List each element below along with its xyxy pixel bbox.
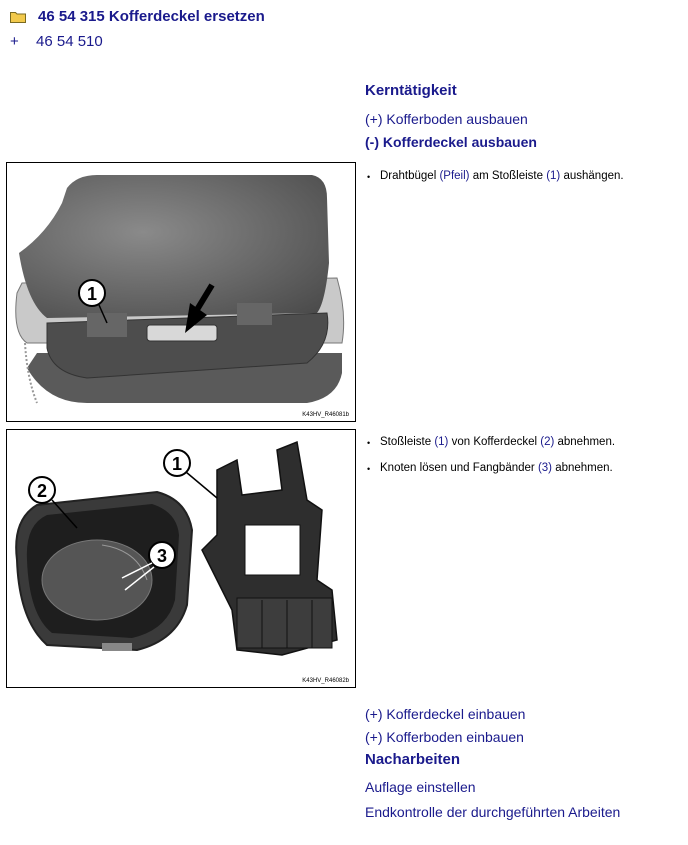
figure-2-label-3: 3: [156, 546, 168, 566]
link-kofferboden-ausbauen[interactable]: (+) Kofferboden ausbauen: [365, 111, 528, 127]
step-3-text-a: Knoten lösen und Fangbänder: [380, 462, 538, 474]
figure-1: [6, 162, 356, 422]
bullet: •: [367, 464, 371, 474]
step-1-text-a: Drahtbügel: [380, 170, 440, 182]
bullet: •: [367, 438, 371, 448]
related-repair-number[interactable]: 46 54 510: [36, 33, 103, 50]
step-1-text-b: am Stoßleiste: [469, 170, 547, 182]
step-2-text-a: Stoßleiste: [380, 436, 435, 448]
step-2-text-b: von Kofferdeckel: [448, 436, 541, 448]
figure-1-label-1: 1: [86, 284, 98, 304]
folder-icon: [10, 11, 26, 23]
link-kofferboden-einbauen[interactable]: (+) Kofferboden einbauen: [365, 729, 524, 745]
page-title: 46 54 315 Kofferdeckel ersetzen: [38, 8, 265, 25]
ref-2[interactable]: (2): [540, 436, 555, 448]
figure-1-caption: K43HV_R46081b: [302, 412, 349, 418]
ref-pfeil[interactable]: (Pfeil): [439, 170, 470, 182]
link-endkontrolle[interactable]: Endkontrolle der durchgeführten Arbeiten: [365, 804, 621, 820]
figure-2-label-2: 2: [36, 481, 48, 501]
figure-2: [6, 429, 356, 688]
link-kofferdeckel-einbauen[interactable]: (+) Kofferdeckel einbauen: [365, 706, 526, 722]
step-1-text-c: aushängen.: [560, 170, 624, 182]
link-auflage-einstellen[interactable]: Auflage einstellen: [365, 779, 476, 795]
step-2-text-c: abnehmen.: [554, 436, 616, 448]
step-2: [367, 436, 615, 450]
step-3: [367, 462, 613, 476]
ref-1[interactable]: (1): [434, 436, 449, 448]
figure-1-drawing: [7, 163, 355, 421]
figure-2-caption: K43HV_R46082b: [302, 678, 349, 684]
ref-1[interactable]: (1): [546, 170, 561, 182]
ref-3[interactable]: (3): [537, 462, 552, 474]
step-3-text-b: abnehmen.: [552, 462, 613, 474]
plus-sign: +: [10, 33, 19, 50]
bullet: •: [367, 172, 371, 182]
current-step-heading: (-) Kofferdeckel ausbauen: [365, 134, 537, 150]
figure-2-label-1: 1: [171, 454, 183, 474]
figure-2-drawing: [7, 430, 355, 687]
page-header: [10, 8, 265, 25]
related-repair: [10, 33, 103, 50]
kerntaetigkeit-heading: Kerntätigkeit: [365, 82, 457, 99]
step-1: [367, 170, 624, 184]
nacharbeiten-heading: Nacharbeiten: [365, 751, 461, 768]
